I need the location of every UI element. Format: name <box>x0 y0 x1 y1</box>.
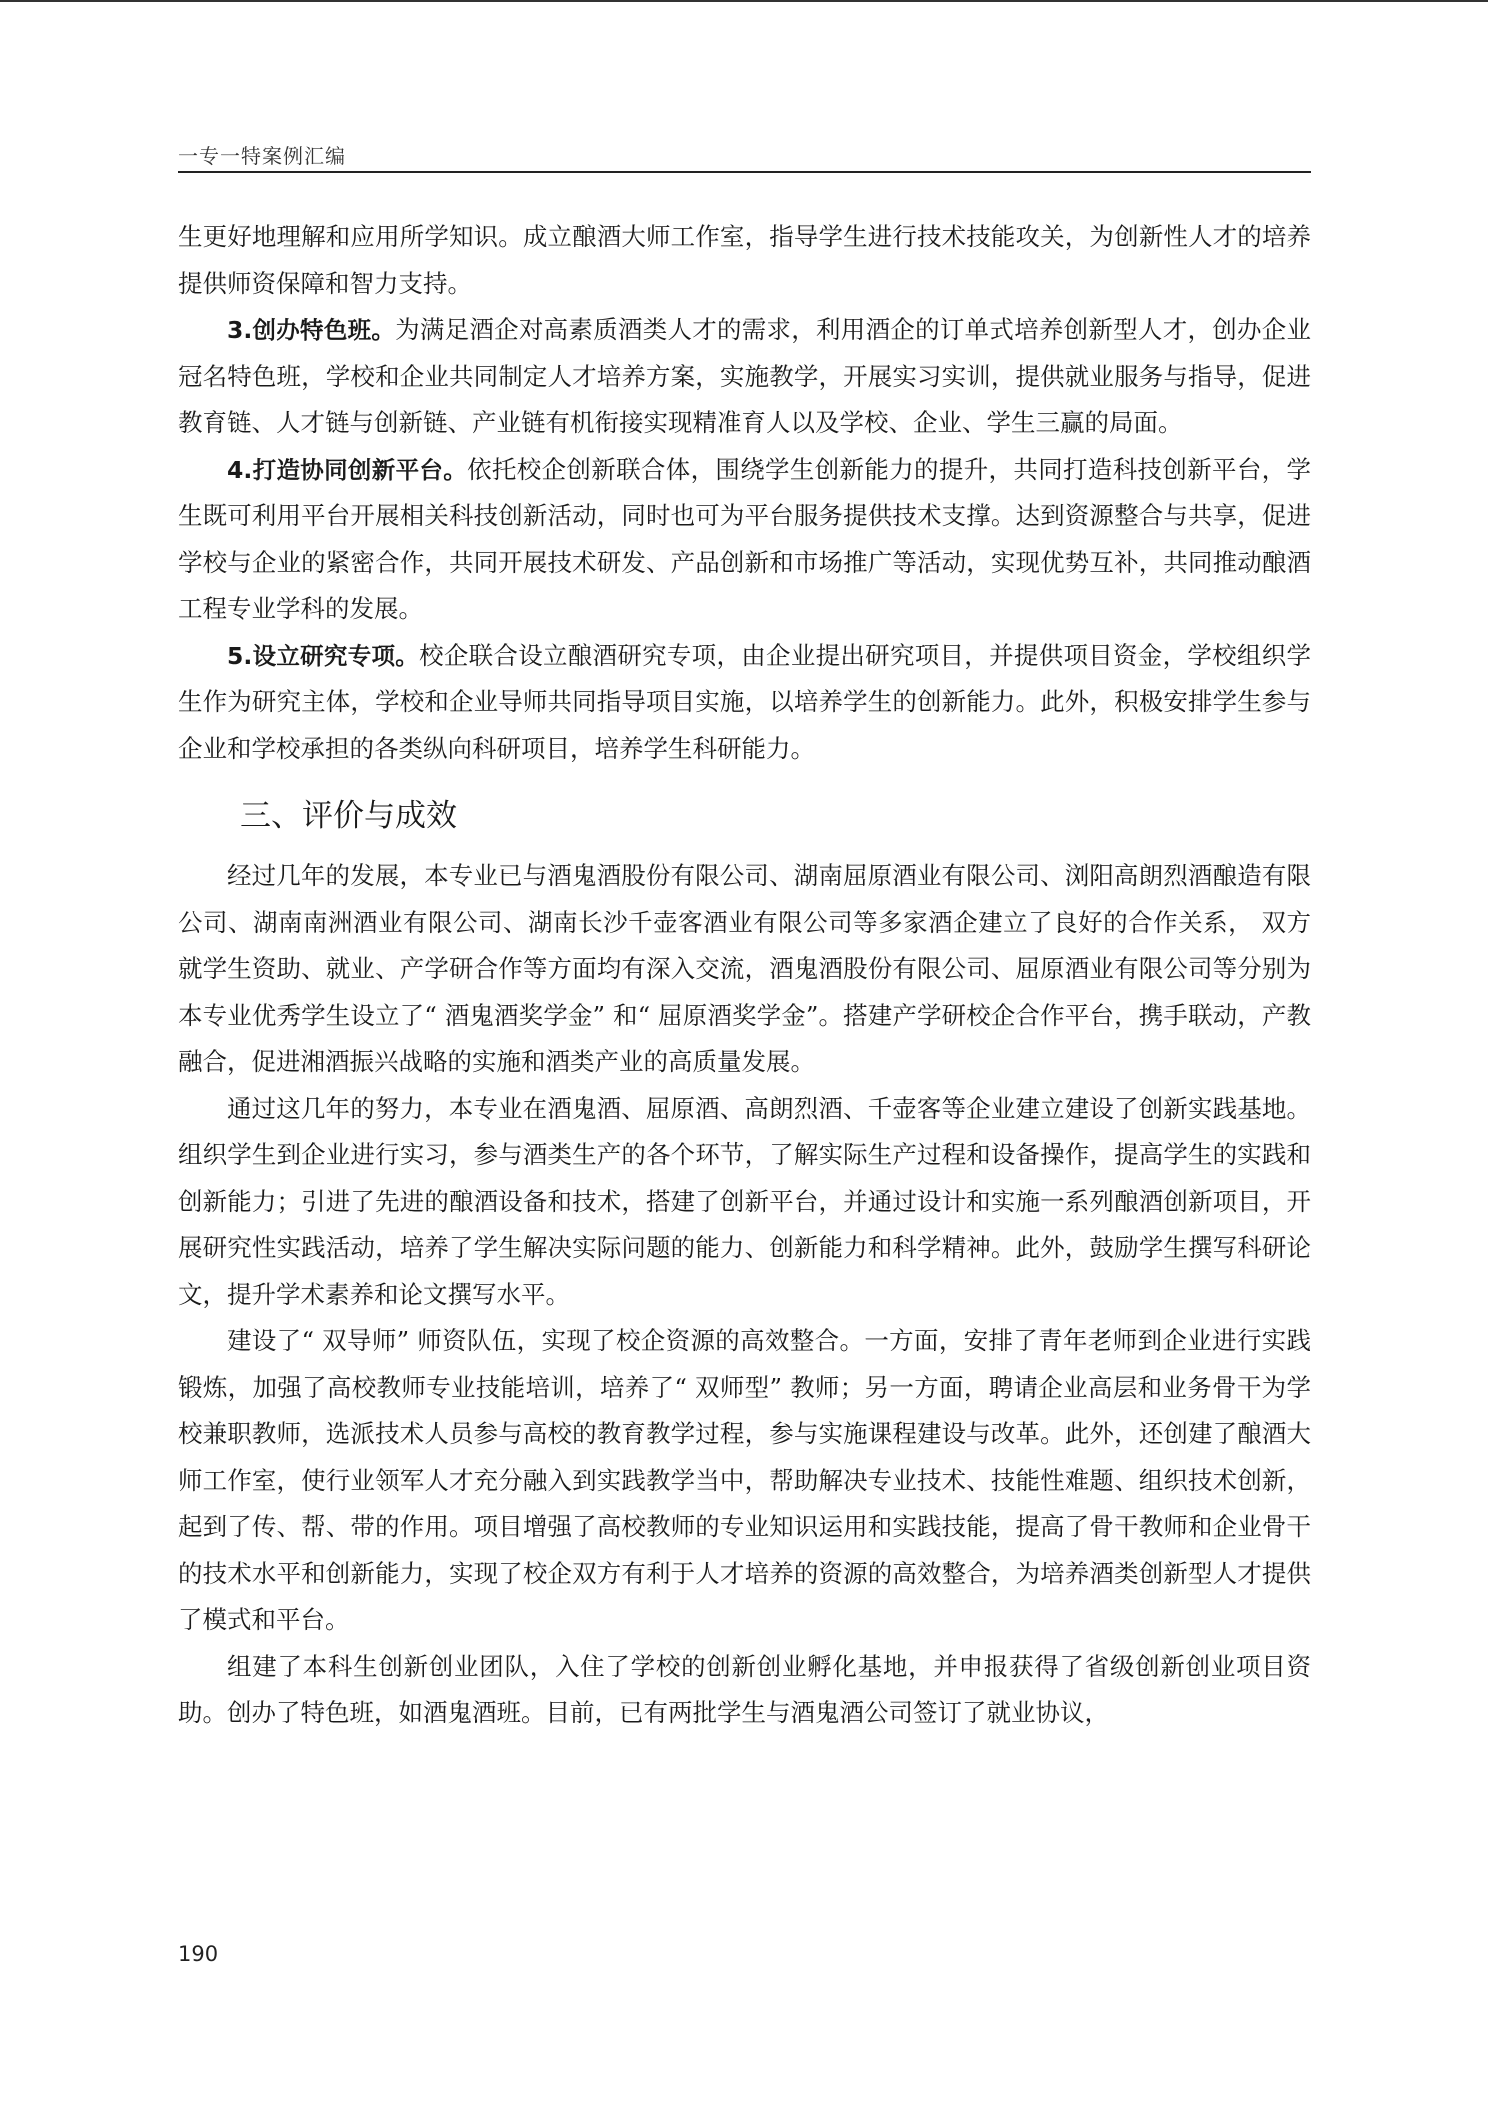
paragraph-innovation-platform <box>178 447 1311 633</box>
paragraph-cooperation: 经过几年的发展，本专业已与酒鬼酒股份有限公司、湖南屈原酒业有限公司、浏阳高朗烈酒酿造有限公司、湖南南洲酒业有限公司、湖南长沙千壶客酒业有限公司等多家酒企建立了良好的合作关系， 双方就学生资助、就业、产学研合作等方面均有深入交流，酒鬼酒股份有限公司、屈原酒业有限公司等分别为本专业优秀学生设立了“ 酒鬼酒奖学金” 和“ 屈原酒奖学金”。搭建产学研校企合作平台，携手联动，产教融合，促进湘酒振兴战略的实施和酒类产业的高质量发展。 <box>178 861 1311 1076</box>
header-rule <box>178 171 1311 173</box>
paragraph-body: 为满足酒企对高素质酒类人才的需求，利用酒企的订单式培养创新型人才，创办企业冠名特色班，学校和企业共同制定人才培养方案，实施教学，开展实习实训，提供就业服务与指导，促进教育链、人才链与创新链、产业链有机衔接实现精准育人以及学校、企业、学生三赢的局面。 <box>178 315 1311 437</box>
paragraph-dual-mentor: 建设了“ 双导师” 师资队伍，实现了校企资源的高效整合。一方面，安排了青年老师到企业进行实践锻炼，加强了高校教师专业技能培训，培养了“ 双师型” 教师；另一方面，聘请企业高层和业务骨干为学校兼职教师，选派技术人员参与高校的教育教学过程，参与实施课程建设与改革。此外，还创建了酿酒大师工作室，使行业领军人才充分融入到实践教学当中，帮助解决专业技术、技能性难题、组织技术创新，起到了传、帮、带的作用。项目增强了高校教师的专业知识运用和实践技能，提高了骨干教师和企业骨干的技术水平和创新能力，实现了校企双方有利于人才培养的资源的高效整合，为培养酒类创新型人才提供了模式和平台。 <box>178 1326 1311 1634</box>
paragraph-heading: 3.创办特色班。 <box>227 316 396 344</box>
paragraph-entrepreneurship: 组建了本科生创新创业团队，入住了学校的创新创业孵化基地，并申报获得了省级创新创业项目资助。创办了特色班，如酒鬼酒班。目前，已有两批学生与酒鬼酒公司签订了就业协议， <box>178 1651 1311 1727</box>
page-number: 190 <box>178 1942 219 1966</box>
paragraph-heading: 5.设立研究专项。 <box>227 641 420 670</box>
paragraph-body: 依托校企创新联合体，围绕学生创新能力的提升，共同打造科技创新平台，学生既可利用平台开展相关科技创新活动，同时也可为平台服务提供技术支撑。达到资源整合与共享，促进学校与企业的紧密合作，共同开展技术研发、产品创新和市场推广等活动，实现优势互补，共同推动酿酒工程专业学科的发展。 <box>178 454 1312 623</box>
paragraph-practice-base: 通过这几年的努力，本专业在酒鬼酒、屈原酒、高朗烈酒、千壶客等企业建立建设了创新实践基地。组织学生到企业进行实习，参与酒类生产的各个环节，了解实际生产过程和设备操作，提高学生的实践和创新能力；引进了先进的酿酒设备和技术，搭建了创新平台，并通过设计和实施一系列酿酒创新项目，开展研究性实践活动，培养了学生解决实际问题的能力、创新能力和科学精神。此外，鼓励学生撰写科研论文，提升学术素养和论文撰写水平。 <box>178 1093 1311 1309</box>
paragraph-continuation: 生更好地理解和应用所学知识。成立酿酒大师工作室，指导学生进行技术技能攻关，为创新性人才的培养提供师资保障和智力支持。 <box>178 222 1311 298</box>
top-border-line <box>0 0 1488 2</box>
paragraph-heading: 4.打造协同创新平台。 <box>227 455 468 484</box>
running-header: 一专一特案例汇编 <box>178 144 346 168</box>
section-title: 三、评价与成效 <box>240 798 457 834</box>
page-body <box>178 214 1311 1737</box>
paragraph-special-class <box>178 307 1311 447</box>
paragraph-research-project <box>178 633 1311 773</box>
paragraph-body: 校企联合设立酿酒研究专项，由企业提出研究项目，并提供项目资金，学校组织学生作为研究主体，学校和企业导师共同指导项目实施，以培养学生的创新能力。此外，积极安排学生参与企业和学校承担的各类纵向科研项目，培养学生科研能力。 <box>178 640 1312 763</box>
